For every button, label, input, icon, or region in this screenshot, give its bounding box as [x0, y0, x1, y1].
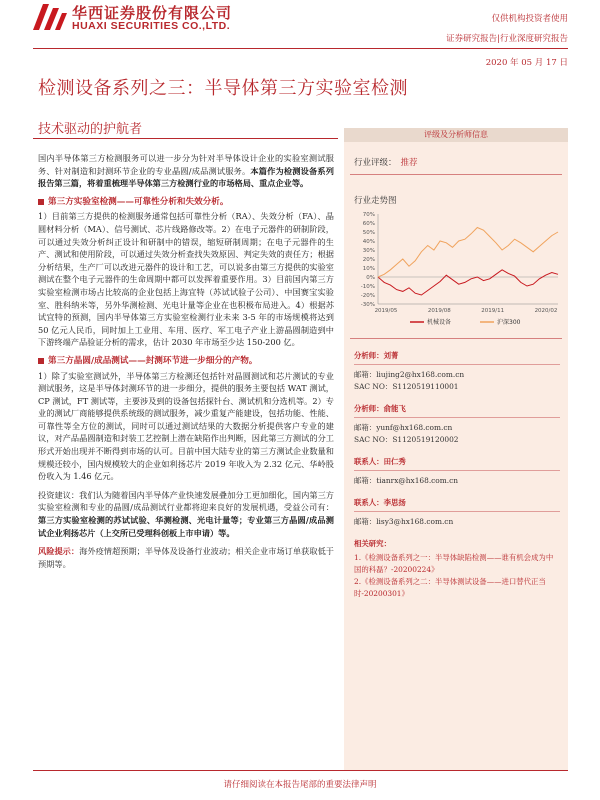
contact-email[interactable]: lisy3@hx168.com.cn	[376, 517, 454, 526]
section-2-heading	[38, 355, 334, 368]
contact-email[interactable]: liujing2@hx168.com.cn	[376, 370, 465, 379]
rating-value: 推荐	[400, 158, 418, 168]
analyst-panel	[344, 128, 568, 770]
related-link[interactable]: 2.《检测设备系列之二：半导体测试设备——进口替代正当时-20200301》	[354, 577, 546, 598]
contact-card	[354, 403, 560, 446]
y-tick-label: 30%	[362, 248, 375, 254]
trend-chart	[348, 208, 564, 332]
y-tick-label: -30%	[360, 302, 375, 308]
series-line-machinery	[378, 270, 558, 295]
related-link[interactable]: 1.《检测设备系列之一：半导体缺陷检测——谁有机会成为中国的科磊？-20200224》	[354, 553, 554, 574]
x-tick-label: 2019/08	[427, 308, 451, 314]
legend-label: 机械设备	[427, 319, 452, 326]
contact-card	[354, 350, 560, 393]
y-tick-label: 10%	[362, 266, 375, 272]
panel-divider	[350, 174, 562, 175]
legal-notice: 请仔细阅读在本报告尾部的重要法律声明	[223, 780, 377, 790]
x-tick-label: 2020/02	[534, 308, 558, 314]
y-tick-label: 40%	[362, 239, 375, 245]
trend-chart-title: 行业走势图	[354, 196, 397, 206]
y-tick-label: 60%	[362, 221, 375, 227]
industry-rating	[354, 156, 418, 168]
investment-bold-text: 第三方实验室检测的苏试试验、华测检测、光电计量等；专业第三方晶圆/成品测试企业利扬芯片（上交所已受理科创板上市申请）等。	[38, 515, 334, 538]
footer-divider	[33, 770, 568, 771]
investment-text: 投资建议：我们认为随着国内半导体产业快速发展叠加分工更加细化，国内第三方实验室检测和专业的晶圆/成品测试行业都将迎来良好的发展机遇，受益公司有：	[38, 489, 334, 513]
contacts	[354, 350, 560, 600]
contact-divider	[354, 364, 560, 365]
intro-bold-text: 本篇作为检测设备系列报告第三篇，将着重梳理半导体第三方检测行业的市场格局、重点企业等。	[38, 165, 334, 189]
contact-role: 联系人：	[354, 498, 384, 507]
subtitle-divider	[33, 138, 338, 139]
contact-role: 联系人：	[354, 457, 384, 466]
contact-divider	[354, 511, 560, 512]
panel-header: 评级及分析师信息	[344, 128, 568, 142]
report-date: 2020 年 05 月 17 日	[485, 58, 568, 68]
contact-card	[354, 456, 560, 487]
x-tick-label: 2019/11	[481, 308, 505, 314]
panel-divider	[350, 338, 562, 339]
contact-name: 田仁秀	[383, 457, 406, 466]
section-1-body: 1）目前第三方提供的检测服务通常包括可靠性分析（RA）、失效分析（FA）、晶圆材料分析（MA）、信号测试、芯片线路修改等。2）在电子元器件的研制阶段，可以通过失效分析纠正设计和研制中的错误，缩短研制周期；在电子元器件的生产、测试和使用阶段，可以通过失效分析查找失效原因、判定失效的责任方；根据分析结果，生产厂可以改进元器件的设计和工艺，可以说多由第三方提供的实验室测试在整个电子元器件的生命周期中都可以发挥着重要作用。3）目前国内第三方实验室检测市场占比较高的企业包括上海宜特（苏试试验子公司）、中国赛宝实验室、胜科纳米等，另外华测检测、光电计量等企业在也积极布局进入。4）根据苏试宜特的预测，国内半导体第三方实验室检测行业未来 3-5 年的市场规模将达到 50 亿元人民币，同时加上工业用、车用、医疗、军工电子产业上游晶圆制造到中下游终端产品验证分析的需求，估计 2030 年市场至少达 150-200 亿。	[38, 211, 334, 348]
contact-divider	[354, 417, 560, 418]
contact-name: 俞能飞	[383, 404, 406, 413]
risk-title: 风险提示：	[38, 546, 80, 557]
related-title: 相关研究：	[354, 539, 391, 548]
y-tick-label: -20%	[360, 293, 375, 299]
contact-email[interactable]: tianrx@hx168.com.cn	[376, 476, 459, 485]
series-line-csi300	[378, 228, 558, 278]
y-tick-label: 0%	[366, 275, 375, 281]
huaxi-logo-icon	[33, 4, 67, 30]
y-tick-label: 20%	[362, 257, 375, 263]
risk-text: 海外疫情超预期；半导体及设备行业波动；相关企业市场订单获取低于预期等。	[38, 546, 334, 569]
report-type: 证券研究报告|行业深度研究报告	[446, 34, 568, 44]
y-tick-label: 50%	[362, 230, 375, 236]
section-2-title: 第三方晶圆/成品测试——封测环节进一步细分的产物。	[48, 355, 258, 366]
risk-paragraph	[38, 545, 334, 570]
y-tick-label: 70%	[362, 212, 375, 218]
intro-text: 国内半导体第三方检测服务可以进一步分为针对半导体设计企业的实验室测试服务、针对制造和封测环节企业的专业晶圆/成品测试服务。	[38, 153, 334, 176]
contact-name: 刘菁	[383, 351, 399, 360]
contact-role: 分析师：	[354, 404, 384, 413]
email-label: 邮箱：	[354, 423, 377, 432]
contact-email[interactable]: yunf@hx168.com.cn	[376, 423, 453, 432]
header-divider	[33, 48, 568, 49]
company-name-cn: 华西证券股份有限公司	[72, 4, 233, 22]
section-2-body: 1）除了实验室测试外，半导体第三方检测还包括针对晶圆测试和芯片测试的专业测试服务，这是半导体封测环节的进一步细分，提供的服务主要包括 WAT 测试，CP 测试，FT 测试等，主要涉及到的设备包括探针台、测试机和分选机等。2）专业的测试厂商能够提供系统级的测试服务，减少重复产能建设，包括功能、性能、可靠性等全方位的测试，同时可以通过测试结果的大数据分析提供客户专业的建议，对产品晶圆制造和封装工艺控制上潜在缺陷作出判断，因此第三方测试的分工形式开始出现并不断得到市场的认可。目前中国大陆专业的第三方测试企业数量和规模还较小，国内规模较大的企业如利扬芯片 2019 年收入为 2.32 亿元、华岭股份收入为 1.46 亿元。	[38, 370, 334, 482]
intro-paragraph	[38, 152, 334, 190]
y-tick-label: -10%	[360, 284, 375, 290]
summary-column	[38, 152, 334, 576]
bullet-square-icon	[38, 199, 44, 205]
email-label: 邮箱：	[354, 370, 377, 379]
legend-label: 沪深300	[497, 319, 521, 326]
audience-note: 仅供机构投资者使用	[491, 14, 568, 24]
sac-number: SAC NO：S1120519120002	[354, 435, 459, 444]
page-title: 检测设备系列之三：半导体第三方实验室检测	[38, 78, 408, 99]
email-label: 邮箱：	[354, 517, 377, 526]
section-1-heading	[38, 196, 334, 209]
section-1-title: 第三方实验室检测——可靠性分析和失效分析。	[48, 196, 229, 207]
contact-name: 李思扬	[383, 498, 406, 507]
rating-label: 行业评级：	[354, 158, 397, 168]
investment-paragraph	[38, 489, 334, 539]
related-research	[354, 538, 560, 600]
bullet-square-icon	[38, 358, 44, 364]
x-tick-label: 2019/05	[374, 308, 398, 314]
company-name-en: HUAXI SECURITIES CO.,LTD.	[72, 20, 231, 32]
page-subtitle: 技术驱动的护航者	[38, 122, 143, 137]
contact-divider	[354, 470, 560, 471]
contact-role: 分析师：	[354, 351, 384, 360]
email-label: 邮箱：	[354, 476, 377, 485]
contact-card	[354, 497, 560, 528]
sac-number: SAC NO：S1120519110001	[354, 382, 459, 391]
